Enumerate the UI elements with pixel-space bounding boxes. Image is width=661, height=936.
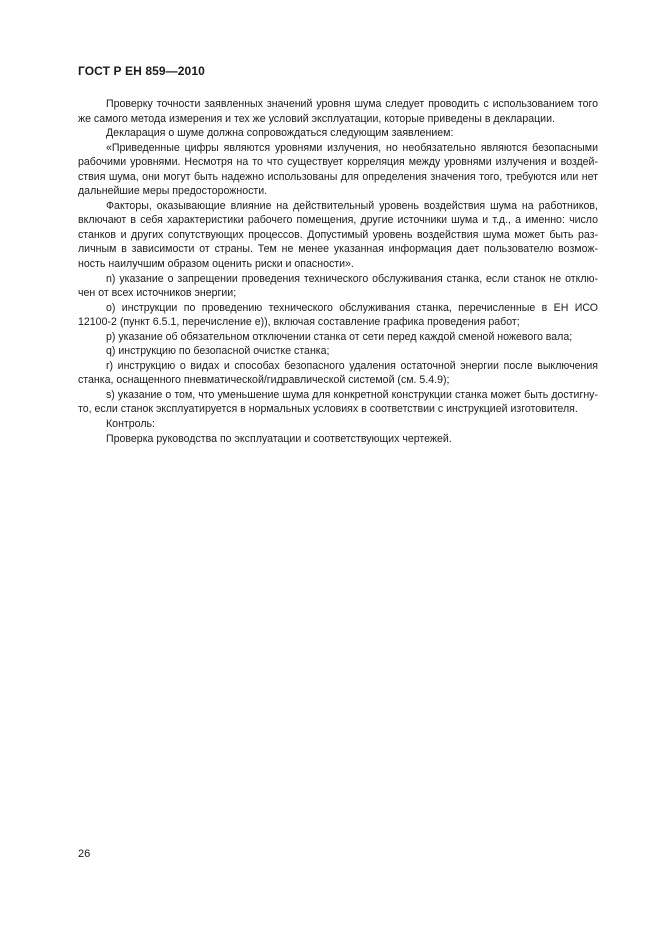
paragraph-declaration-intro: Декларация о шуме должна сопровождаться следующим заявлением:	[106, 127, 454, 140]
paragraph-factors: Факторы, оказывающие влияние на действительный уровень воздействия шума на работников, включают в себя характеристики рабочего помещения, другие источники шума и т.д., а именно: число станков и других сопутствующих процессов. Допустимый уровень воздействия шума может быть различным в зависимости от страны. Тем не менее указанная информация дает пользователю возможность наилучшим образом оценить риски и опасности».	[78, 199, 598, 271]
paragraph-declaration-quote: «Приведенные цифры являются уровнями излучения, но необязательно являются безопасными рабочими уровнями. Несмотря на то что существует корреляция между уровнями излучения и воздействия шума, они могут быть надежно использованы для определения значения того, требуются или нет дальнейшие меры предосторожности.	[78, 141, 598, 198]
list-item-o: о) инструкции по проведению технического обслуживания станка, перечисленные в ЕН ИСО 12100-2 (пункт 6.5.1, перечисление е)), включая составление графика проведения работ;	[78, 301, 598, 329]
paragraph-control-text: Проверка руководства по эксплуатации и соответствующих чертежей.	[106, 432, 452, 445]
paragraph-verification: Проверку точности заявленных значений уровня шума следует проводить с использованием того же самого метода измерения и тех же условий эксплуатации, которые приведены в декларации.	[78, 98, 598, 125]
document-body	[78, 97, 598, 446]
document-header: ГОСТ Р ЕН 859—2010	[78, 64, 205, 78]
list-item-r: r) инструкцию о видах и способах безопасного удаления остаточной энергии после выключения станка, оснащенного пневматической/гидравлической системой (см. 5.4.9);	[78, 359, 598, 387]
list-item-n: n) указание о запрещении проведения технического обслуживания станка, если станок не отключен от всех источников энергии;	[78, 272, 598, 300]
list-item-s: s) указание о том, что уменьшение шума для конкретной конструкции станка может быть достигнуто, если станок эксплуатируется в нормальных условиях в соответствии с инструкцией изготовителя.	[78, 388, 598, 416]
list-item-q: q) инструкцию по безопасной очистке станка;	[106, 345, 330, 358]
paragraph-control-label: Контроль:	[106, 418, 155, 431]
list-item-p: р) указание об обязательном отключении станка от сети перед каждой сменой ножевого вала;	[106, 330, 573, 343]
page-number: 26	[78, 848, 91, 860]
